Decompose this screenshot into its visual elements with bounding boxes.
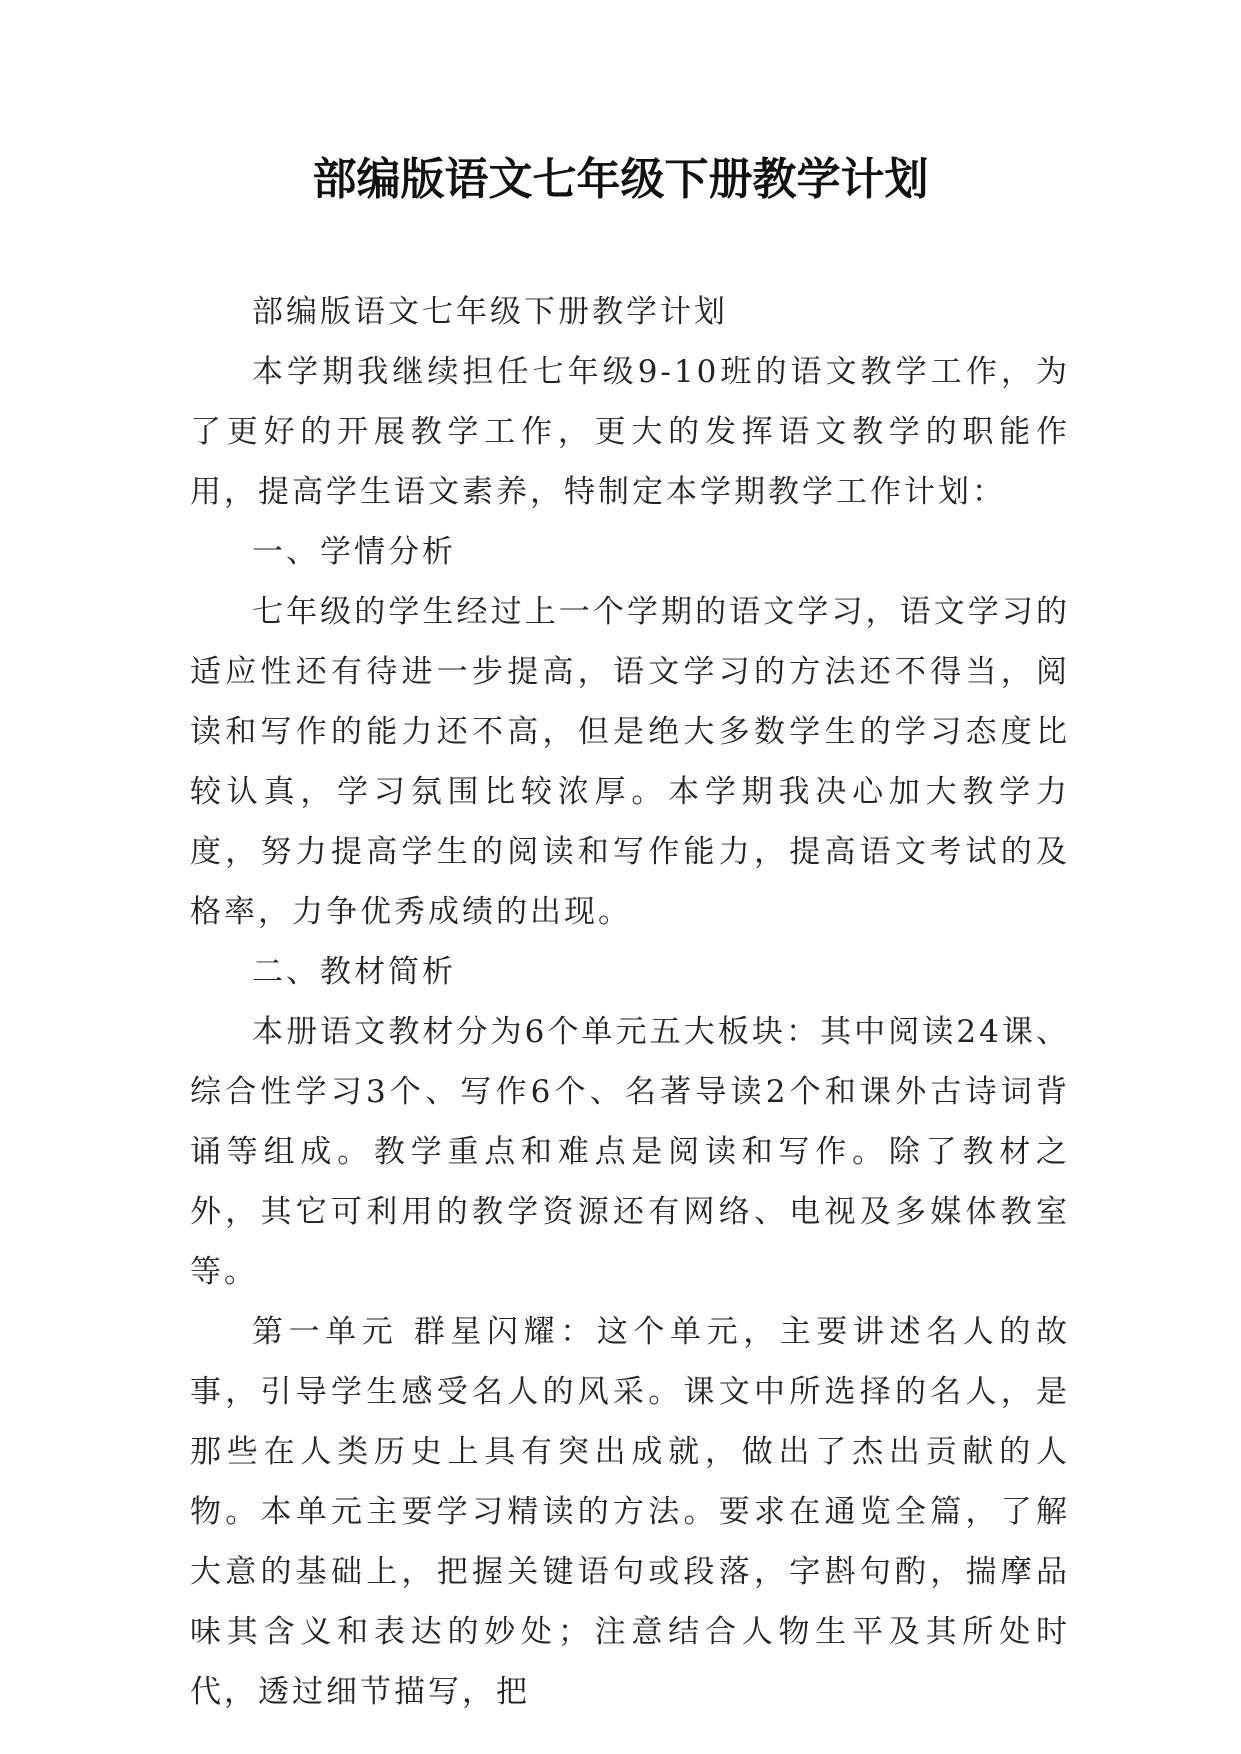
subtitle-line: 部编版语文七年级下册教学计划 xyxy=(252,294,728,330)
document-title: 部编版语文七年级下册教学计划 xyxy=(312,154,929,205)
textbook-analysis-paragraph: 本册语文教材分为6个单元五大板块：其中阅读24课、综合性学习3个、写作6个、名著导读2个和课外古诗词背诵等组成。教学重点和难点是阅读和写作。除了教材之外，其它可利用的教学资源还有网络、电视及多媒体教室等。 xyxy=(190,1014,1070,1290)
unit-one-paragraph: 第一单元 群星闪耀：这个单元，主要讲述名人的故事，引导学生感受名人的风采。课文中所选择的名人，是那些在人类历史上具有突出成就，做出了杰出贡献的人物。本单元主要学习精读的方法。要求在通览全篇，了解大意的基础上，把握关键语句或段落，字斟句酌，揣摩品味其含义和表达的妙处；注意结合人物生平及其所处时代，透过细节描写，把 xyxy=(190,1314,1070,1710)
document-body xyxy=(190,282,1070,1722)
section-heading-textbook-analysis: 二、教材简析 xyxy=(252,954,456,990)
section-heading-learning-analysis: 一、学情分析 xyxy=(252,534,456,570)
intro-paragraph: 本学期我继续担任七年级9-10班的语文教学工作，为了更好的开展教学工作，更大的发挥语文教学的职能作用，提高学生语文素养，特制定本学期教学工作计划： xyxy=(190,354,1070,510)
learning-analysis-paragraph: 七年级的学生经过上一个学期的语文学习，语文学习的适应性还有待进一步提高，语文学习的方法还不得当，阅读和写作的能力还不高，但是绝大多数学生的学习态度比较认真，学习氛围比较浓厚。本学期我决心加大教学力度，努力提高学生的阅读和写作能力，提高语文考试的及格率，力争优秀成绩的出现。 xyxy=(190,594,1070,930)
